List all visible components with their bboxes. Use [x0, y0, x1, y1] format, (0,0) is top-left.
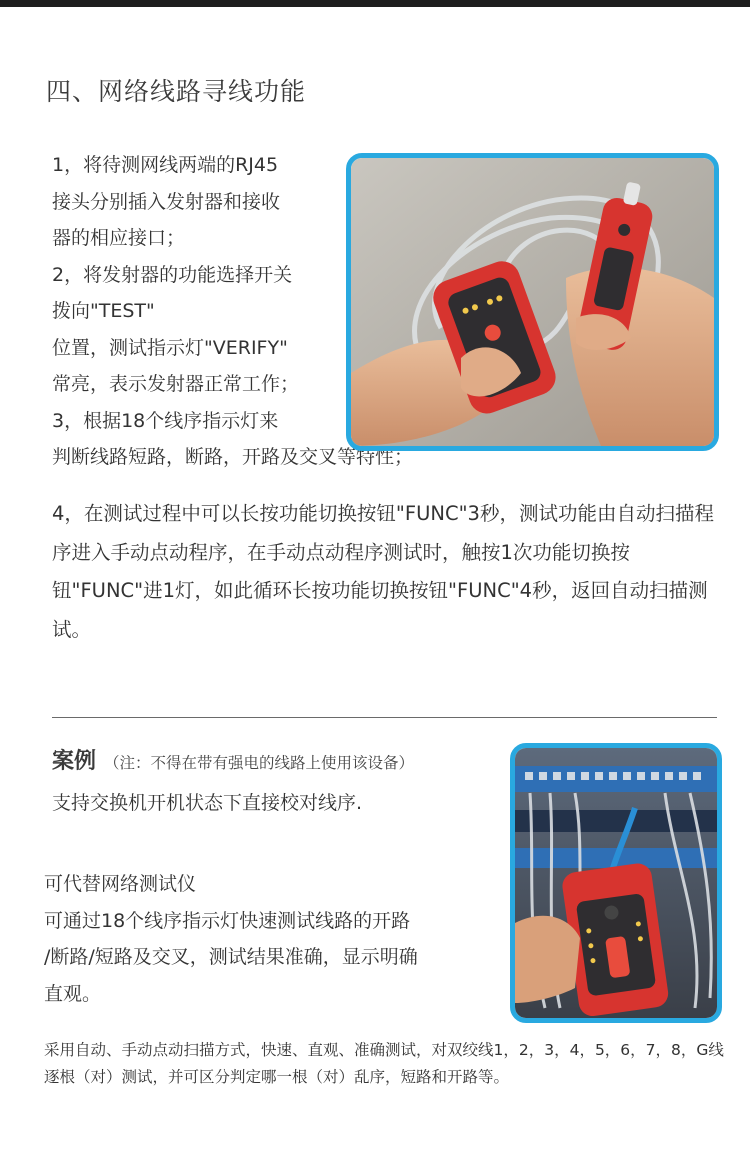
- feature-line: 直观。: [44, 982, 102, 1005]
- feature-line: /断路/短路及交叉，测试结果准确，显示明确: [44, 946, 418, 968]
- step-line: 拨向"TEST": [52, 300, 155, 322]
- bottom-paragraph: 采用自动、手动点动扫描方式，快速、直观、准确测试，对双绞线1，2，3，4，5，6，7，8，G线逐根（对）测试，并可区分判定哪一根（对）乱序，短路和开路等。: [44, 1041, 724, 1086]
- switch-rack-photo: [510, 743, 722, 1023]
- features-list: [44, 866, 418, 1012]
- step-line: 位置，测试指示灯"VERIFY": [52, 336, 288, 359]
- step-line: 1，将待测网线两端的RJ45: [52, 154, 279, 176]
- case-note: （注：不得在带有强电的线路上使用该设备）: [104, 754, 415, 772]
- top-bar: [0, 0, 750, 7]
- section-title: 四、网络线路寻线功能: [46, 77, 307, 106]
- step-line: 2，将发射器的功能选择开关: [52, 263, 293, 286]
- step-4-paragraph: 4，在测试过程中可以长按功能切换按钮"FUNC"3秒，测试功能由自动扫描程序进入手动点动程序，在手动点动程序测试时，触按1次功能切换按钮"FUNC"进1灯，如此循环长按功能切换按钮"FUNC"4秒，返回自动扫描测试。: [52, 502, 714, 641]
- step-line: 3，根据18个线序指示灯来: [52, 409, 279, 432]
- section-divider: [52, 717, 717, 718]
- case-description: 支持交换机开机状态下直接校对线序.: [52, 792, 363, 814]
- feature-line: 可通过18个线序指示灯快速测试线路的开路: [44, 909, 411, 932]
- case-title: 案例: [52, 749, 97, 774]
- feature-line: 可代替网络测试仪: [44, 873, 197, 895]
- step-line: 判断线路短路，断路，开路及交叉等特性；: [52, 446, 414, 468]
- step-line: 器的相应接口；: [52, 227, 186, 249]
- tester-hands-photo: [346, 153, 719, 451]
- step-line: 常亮，表示发射器正常工作；: [52, 373, 300, 395]
- step-line: 接头分别插入发射器和接收: [52, 190, 281, 213]
- case-heading: [52, 744, 414, 775]
